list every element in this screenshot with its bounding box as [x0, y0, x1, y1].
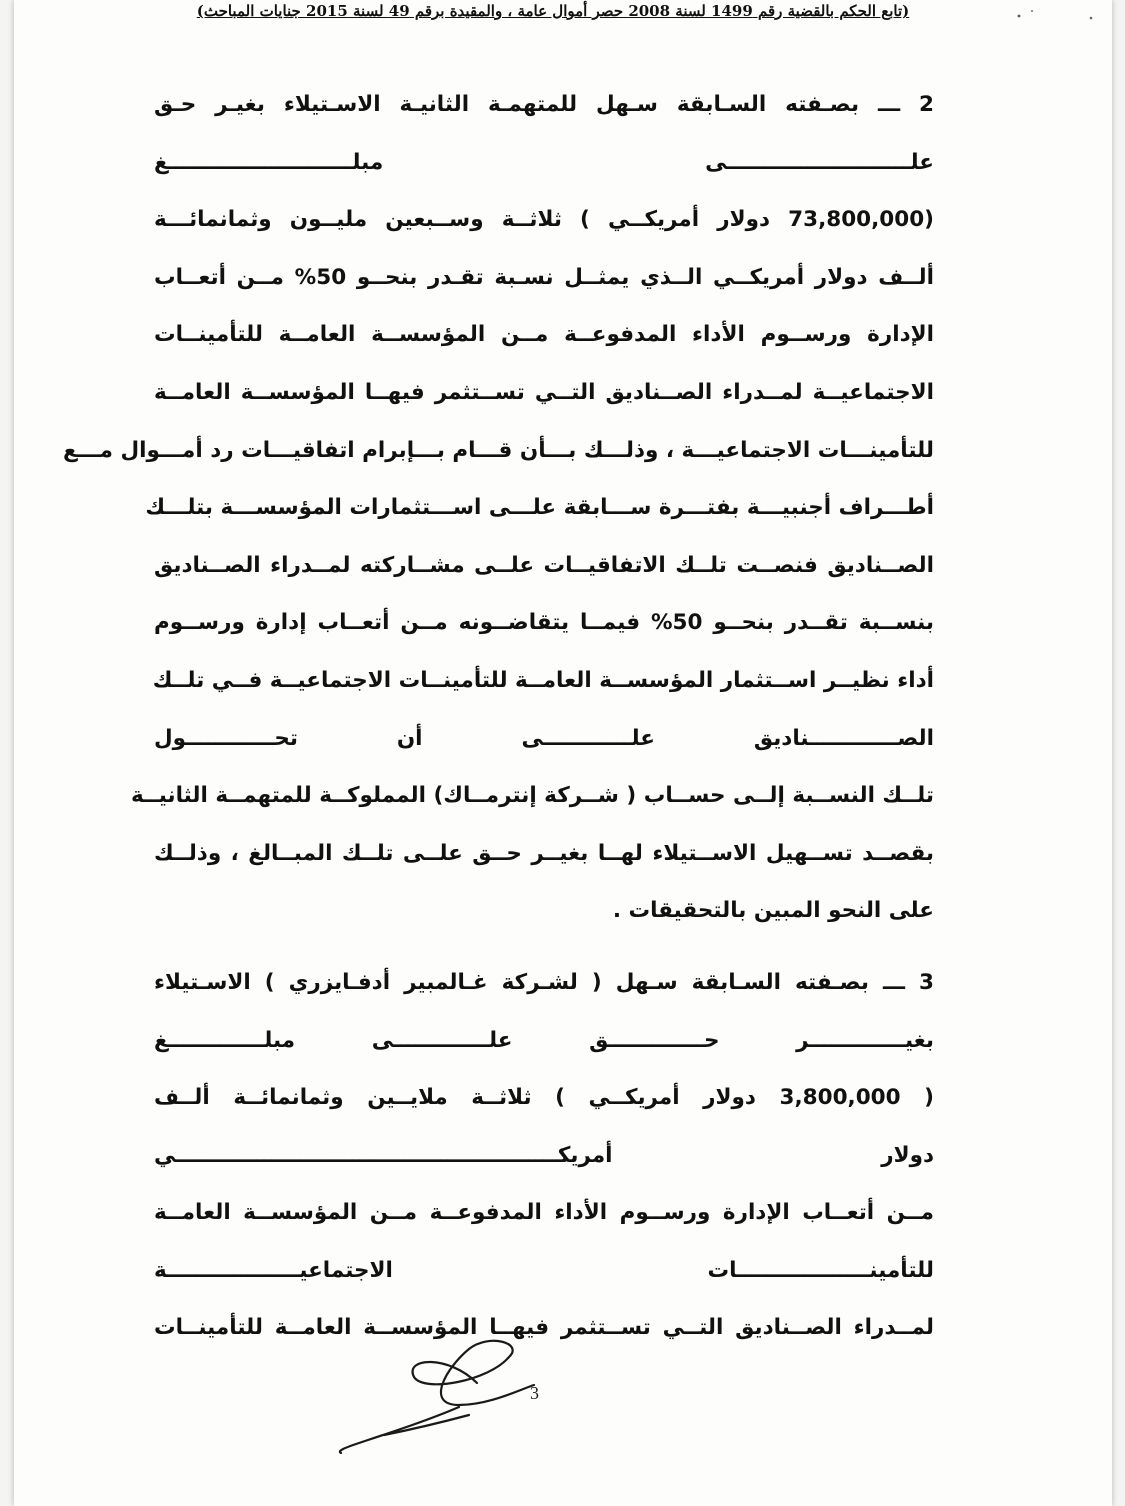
text-line: للتأمينـــات الاجتماعيـــة ، وذلـــك بـــأن قـــام بـــإبرام اتفاقيـــات رد أمـــوال مـــع [62, 437, 934, 463]
document-page [14, 0, 1112, 1506]
text-line: بنســبة تقــدر بنحــو 50% فيمــا يتقاضــونه مــن أتعــاب إدارة ورســوم [154, 610, 934, 636]
text-line: مــن أتعــاب الإدارة ورســوم الأداء المدفوعــة مــن المؤسســة العامــة [154, 1200, 934, 1226]
text-line: الاجتماعيــة لمــدراء الصــناديق التــي تســتثمر فيهــا المؤسســة العامــة [154, 379, 934, 405]
document-body [62, 76, 935, 1357]
signature [319, 1335, 579, 1475]
text-line: 2 ـــ بصـفته السـابقة سـهل للمتهمـة الثانيـة الاسـتيلاء بغيـر حـق [154, 92, 934, 117]
text-line: ألــف دولار أمريكــي الــذي يمثــل نسـبة تقـدر بنحــو 50% مــن أتعــاب [154, 264, 935, 290]
text-line: دولار أمريكــــــــــــــــــــــــــــــــــــــــــــــــــــي [154, 1142, 934, 1168]
text-line: الصــناديق فنصــت تلــك الاتفاقيــات علــى مشــاركته لمــدراء الصــناديق [154, 552, 934, 578]
page-number: 3 [530, 1383, 539, 1403]
text-line: الصــــــــــــناديق علــــــــــــى أن تحــــــــــــول [154, 725, 934, 751]
text-line: للتأمينــــــــــــــــــات الاجتماعيــــــــــــــــــة [154, 1257, 934, 1283]
text-line: ( 3,800,000 دولار أمريكــي ) ثلاثــة ملايــين وثمانمائــة ألــف [154, 1085, 934, 1111]
paragraph-item-2 [62, 76, 935, 940]
text-line: أداء نظيــر اســتثمار المؤسســة العامــة للتأمينــات الاجتماعيــة فــي تلــك [152, 667, 934, 693]
text-line: بغيـــــــــــــر حـــــــــــــق علـــــــــــــى مبلـــــــــــــغ [154, 1027, 934, 1053]
text-line: تلــك النســبة إلــى حســاب ( شــركة إنترمــاك) المملوكــة للمتهمــة الثانيــة [131, 783, 934, 809]
scan-marks [1014, 6, 1104, 26]
paragraph-item-3 [154, 954, 934, 1357]
text-line: على النحو المبين بالتحقيقات . [612, 898, 934, 924]
text-line: بقصــد تســهيل الاســتيلاء لهــا بغيــر حــق علــى تلــك المبــالغ ، وذلــك [154, 840, 934, 866]
case-header: (تابع الحكم بالقضية رقم 1499 لسنة 2008 حصر أموال عامة ، والمقيدة برقم 49 لسنة 2015 جنايات المباحث) [196, 2, 910, 20]
text-line: علـــــــــــــــــــــــــى مبلـــــــــــــــــــــــــغ [154, 149, 934, 175]
text-line: أطـــراف أجنبيـــة بفتـــرة ســـابقة علـــى اســـتثمارات المؤسســـة بتلـــك [145, 495, 934, 521]
text-line: 3 ـــ بصـفته السـابقة سـهل ( لشـركة غـالمبير أدفـايزري ) الاسـتيلاء [154, 969, 934, 995]
text-line: لمــدراء الصــناديق التــي تســتثمر فيهــا المؤسســة العامــة للتأمينــات [154, 1315, 934, 1341]
text-line: (73,800,000 دولار أمريكــي ) ثلاثــة وســبعين مليــون وثمانمائـــة [154, 207, 934, 233]
text-line: الإدارة ورســوم الأداء المدفوعــة مــن المؤسســة العامــة للتأمينــات [154, 322, 934, 348]
